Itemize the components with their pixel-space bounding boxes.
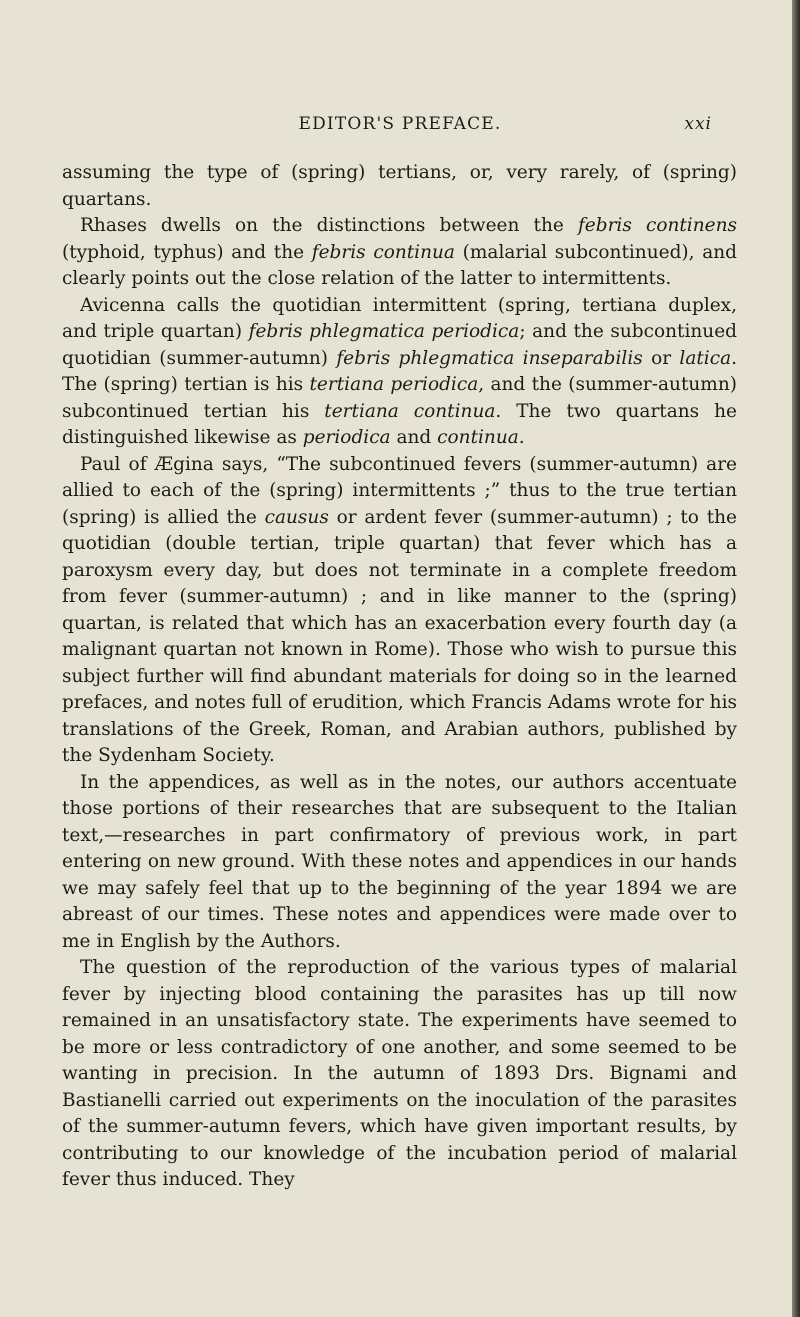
page-header [0, 114, 800, 144]
italic-term: febris continens [577, 215, 737, 236]
text-run: Avicenna calls the quotidian intermittent (spring, tertiana duplex, and triple quartan) [62, 294, 737, 342]
page-number: xxi [684, 114, 712, 134]
paragraph-2 [62, 213, 737, 293]
paragraph-1 [62, 160, 737, 213]
text-run: (typhoid, typhus) and the [62, 241, 312, 263]
text-run: , and the (summer-autumn) subcontinued tertian his [62, 374, 737, 422]
italic-term: febris phlegmatica inseparabilis [336, 347, 643, 369]
text-run: . The two quartans he distinguished likewise as [62, 400, 737, 448]
text-run: ; and the subcontinued quotidian (summer-autumn) [62, 321, 737, 369]
italic-term: latica [679, 347, 732, 369]
text-run: and [390, 427, 438, 448]
text-run: assuming the type of (spring) tertians, or, very rarely, of (spring) quartans. [62, 162, 737, 210]
italic-term: febris phlegmatica periodica [248, 321, 520, 342]
running-head: EDITOR'S PREFACE. [298, 114, 502, 134]
paragraph-6 [62, 955, 737, 1194]
text-run: or ardent fever (summer-autumn) ; to the quotidian (double tertian, triple quartan) that fever which has a paroxysm every day, but does not terminate in a complete freedom from fever (summer-autumn) ; and in like manner to the (spring) quartan, is related that which has an exacerbation every fourth day (a malignant quartan not known in Rome). Those who wish to pursue this subject further will find abundant materials for doing so in the learned prefaces, and notes full of erudition, which Francis Adams wrote for his translations of the Greek, Roman, and Arabian authors, published by the Sydenham Society. [62, 506, 737, 766]
italic-term: febris continua [311, 241, 455, 263]
italic-term: causus [264, 506, 329, 528]
text-run: The question of the reproduction of the various types of malarial fever by injecting blood containing the parasites has up till now remained in an unsatisfactory state. The experiments have seemed to be more or less contradictory of one another, and some seemed to be wanting in precision. In the autumn of 1893 Drs. Bignami and Bastianelli carried out experiments on the inoculation of the parasites of the summer-autumn fevers, which have given important results, by contributing to our knowledge of the incubation period of malarial fever thus induced. They [62, 957, 737, 1190]
text-run: or [642, 347, 680, 369]
paragraph-4 [62, 452, 737, 770]
body-text [62, 160, 737, 1194]
text-run: . [518, 427, 525, 448]
italic-term: periodica [302, 427, 391, 448]
text-run: Paul of Ægina says, “The subcontinued fevers (summer-autumn) are allied to each of the (spring) intermittents ;” thus to the true tertian (spring) is allied the [62, 453, 737, 528]
page-edge [792, 0, 800, 1317]
paragraph-5 [62, 770, 737, 956]
paragraph-3 [62, 293, 737, 452]
text-run: . The (spring) tertian is his [62, 347, 737, 395]
italic-term: tertiana periodica [309, 374, 479, 395]
text-run: Rhases dwells on the distinctions between the [80, 215, 578, 236]
text-run: (malarial subcontinued), and clearly points out the close relation of the latter to intermittents. [62, 241, 738, 289]
text-run: In the appendices, as well as in the notes, our authors accentuate those portions of their researches that are subsequent to the Italian text,—researches in part confirmatory of previous work, in part entering on new ground. With these notes and appendices in our hands we may safely feel that up to the beginning of the year 1894 we are abreast of our times. These notes and appendices were made over to me in English by the Authors. [62, 771, 737, 952]
italic-term: tertiana continua [324, 400, 496, 422]
italic-term: continua [437, 427, 519, 448]
